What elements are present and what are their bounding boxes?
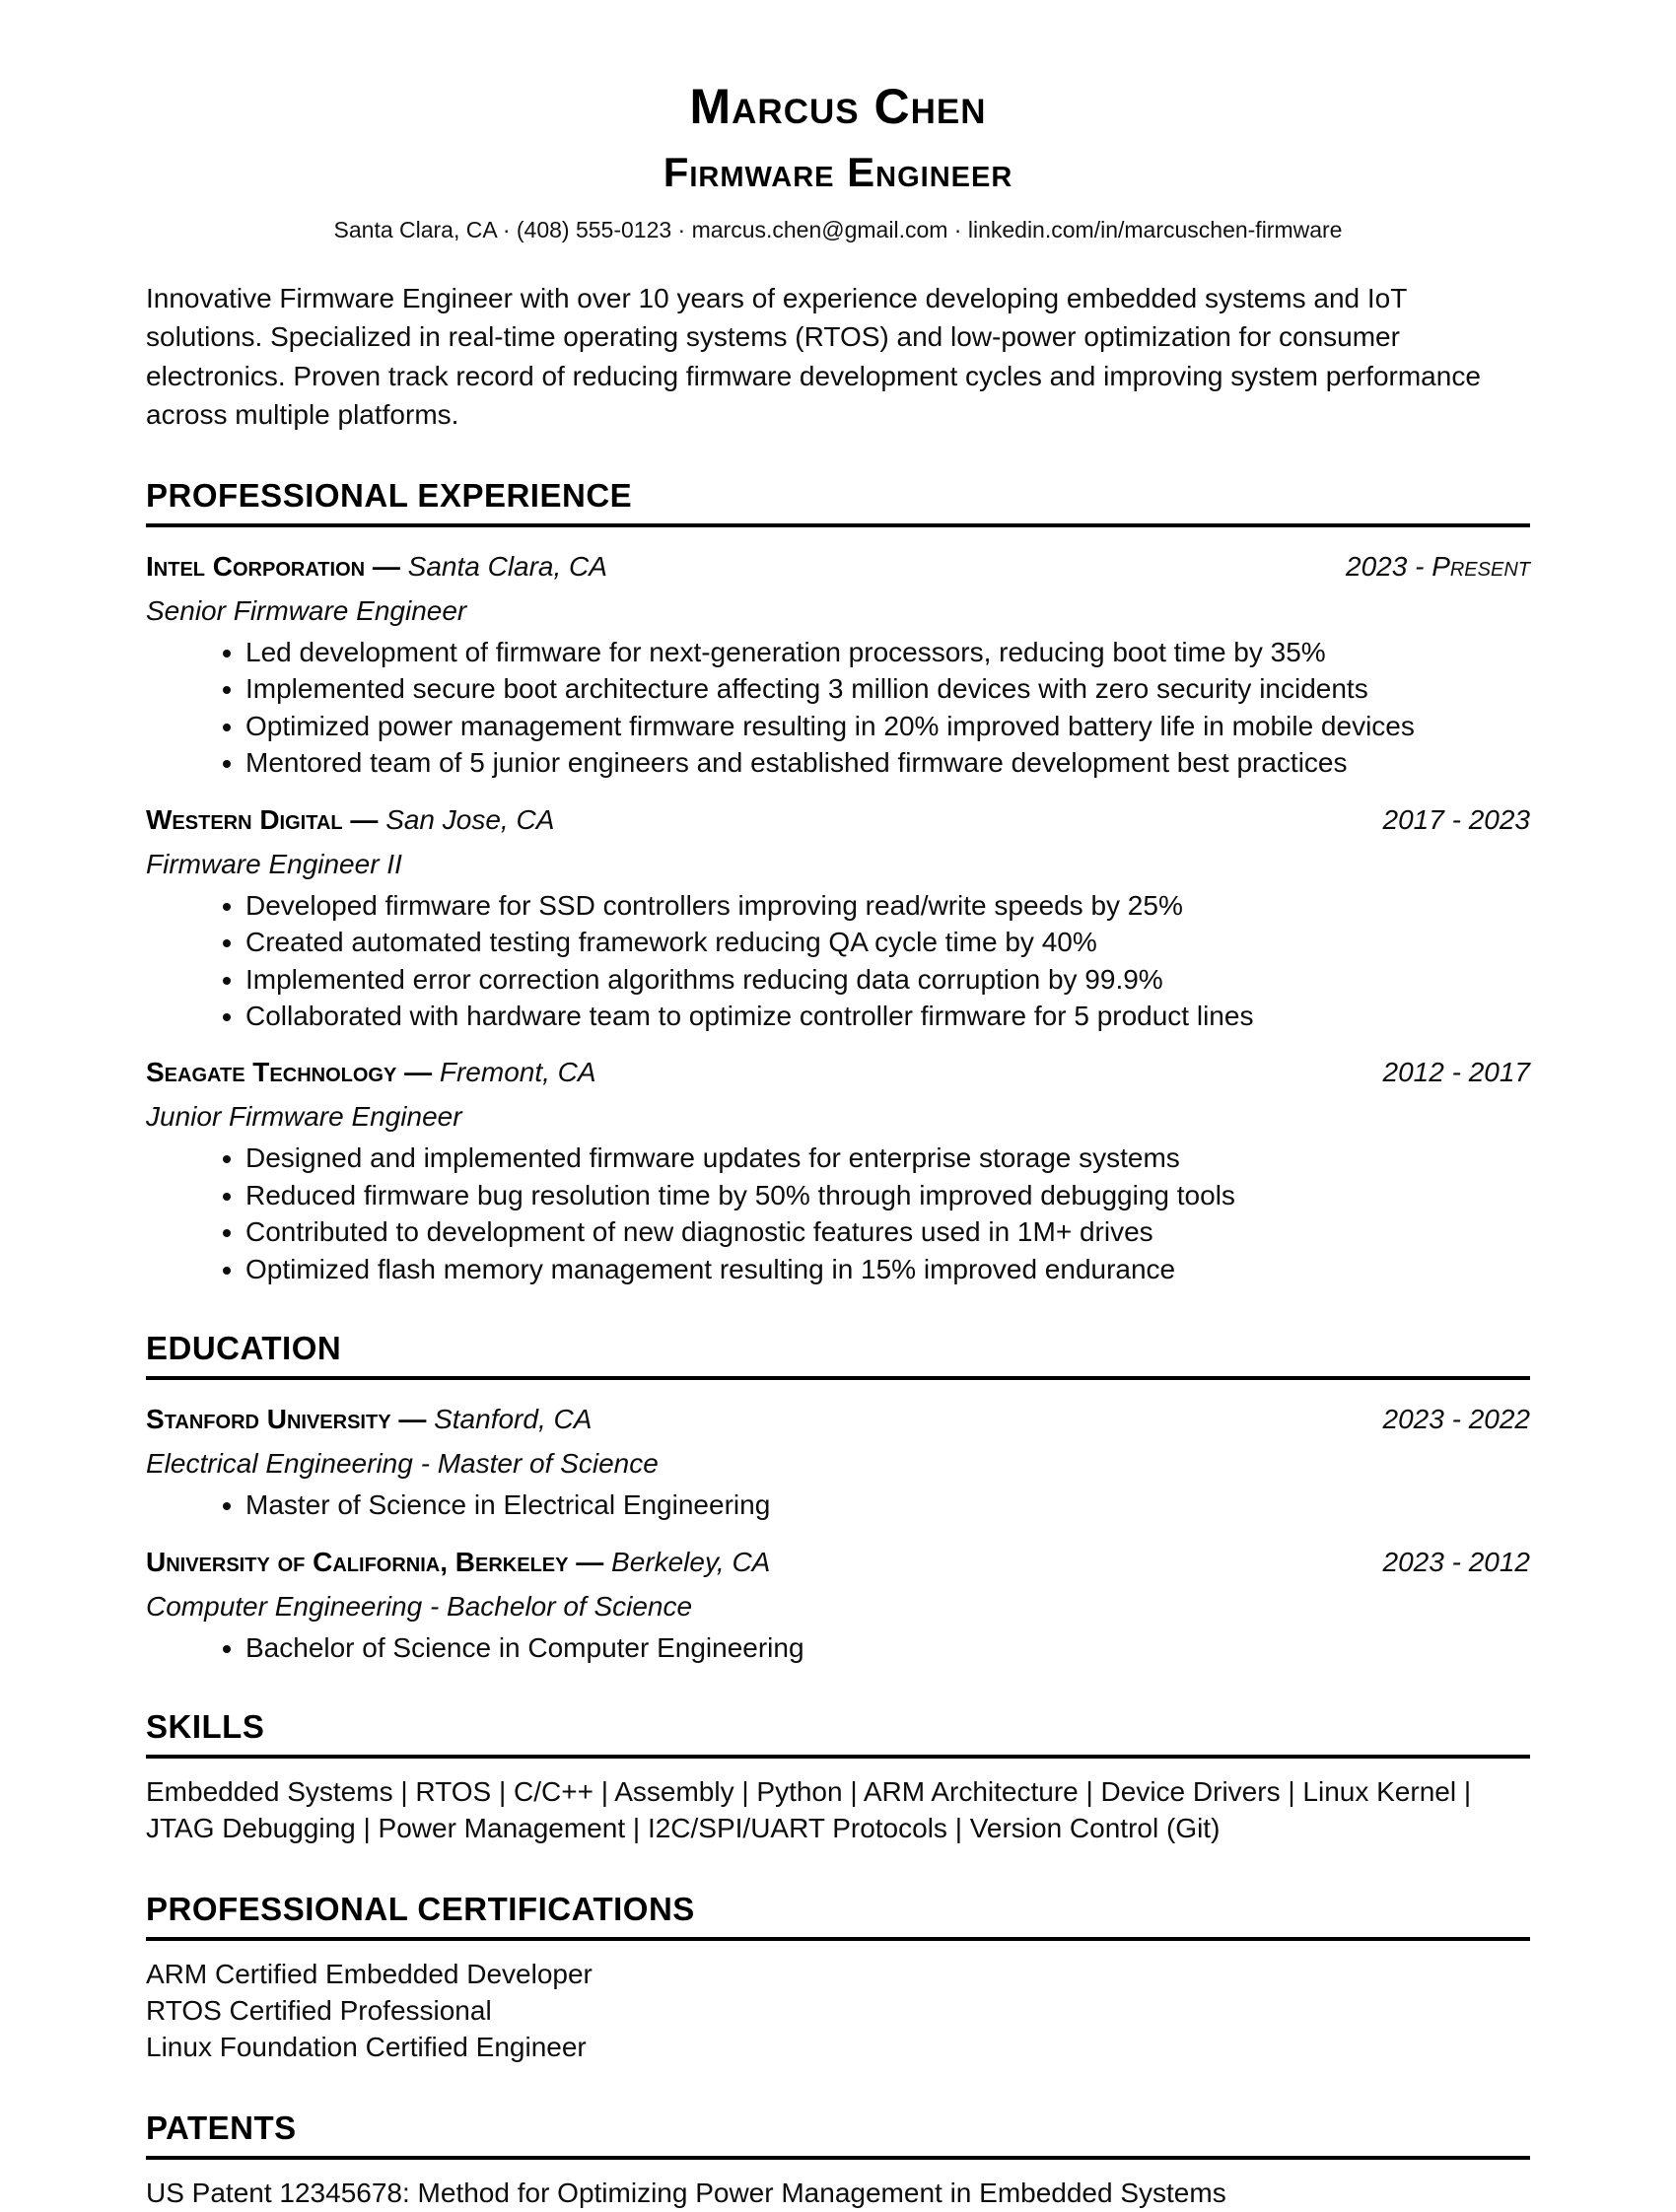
job-entry [146,1055,1530,1286]
certification-item: RTOS Certified Professional [146,1994,492,2026]
bullet-item: • Collaborated with hardware team to optimize controller firmware for 5 product lines [245,1000,1530,1033]
bullet-item: • Created automated testing framework reducing QA cycle time by 40% [245,926,1530,959]
section-patents [146,2109,1530,2212]
school-bullets [146,1488,1530,1522]
person-job-title: Firmware Engineer [663,149,1013,195]
school-name: University of California, Berkeley [146,1546,569,1577]
job-bullets [146,1141,1530,1286]
job-company-location [146,549,607,584]
school-program: Electrical Engineering - Master of Science [146,1448,659,1480]
bullet-item: • Mentored team of 5 junior engineers and established firmware development best practices [245,746,1530,780]
person-name: Marcus Chen [689,79,987,134]
section-certifications [146,1891,1530,2066]
patent-item: US Patent 12345678: Method for Optimizing Power Management in Embedded Systems [146,2177,1226,2208]
job-role: Firmware Engineer II [146,848,402,879]
job-dates: 2023 - Present [1346,550,1530,582]
school-name-location [146,1402,592,1436]
certifications-heading: PROFESSIONAL CERTIFICATIONS [146,1891,1530,1941]
bullet-item: • Developed firmware for SSD controllers improving read/write speeds by 25% [245,889,1530,923]
job-company: Intel Corporation [146,550,366,582]
patents-heading: PATENTS [146,2109,1530,2160]
bullet-item: • Optimized flash memory management resulting in 15% improved endurance [245,1253,1530,1286]
school-location: Stanford, CA [434,1404,593,1435]
school-name-location [146,1545,770,1579]
school-location: Berkeley, CA [611,1546,771,1577]
bullet-item: • Designed and implemented firmware updates for enterprise storage systems [245,1141,1530,1175]
dash-separator: — [404,1057,433,1088]
bullet-item: • Implemented error correction algorithms reducing data corruption by 99.9% [245,963,1530,997]
school-header-row [146,1402,1530,1436]
school-entry [146,1402,1530,1522]
job-entry [146,549,1530,781]
education-heading: EDUCATION [146,1330,1530,1380]
certifications-list [146,1957,1530,2066]
contact-line: Santa Clara, CA · (408) 555-0123 · marcus.chen@gmail.com · linkedin.com/in/marcuschen-firmware [333,217,1343,243]
job-dates: 2012 - 2017 [1382,1057,1530,1088]
bullet-item: • Bachelor of Science in Computer Engineering [245,1631,1530,1665]
experience-heading: PROFESSIONAL EXPERIENCE [146,477,1530,527]
job-dates: 2017 - 2023 [1382,803,1530,835]
job-role: Senior Firmware Engineer [146,594,467,626]
bullet-item: • Contributed to development of new diagnostic features used in 1M+ drives [245,1215,1530,1249]
certification-item: ARM Certified Embedded Developer [146,1958,593,1989]
job-company-location [146,1055,596,1089]
skills-heading: SKILLS [146,1708,1530,1759]
dash-separator: — [350,803,379,835]
job-company: Western Digital [146,803,343,835]
job-bullets [146,636,1530,781]
school-dates: 2023 - 2012 [1382,1546,1530,1577]
school-name: Stanford University [146,1404,391,1435]
job-entry [146,802,1530,1034]
job-company-location [146,802,554,837]
job-header-row [146,1055,1530,1089]
job-location: Santa Clara, CA [407,550,607,582]
job-bullets [146,889,1530,1034]
school-entry [146,1545,1530,1665]
summary-text: Innovative Firmware Engineer with over 10 years of experience developing embedded systems and IoT solutions. Specialized in real-time operating systems (RTOS) and low-power optimization for consumer electronics. Proven track record of reducing firmware development cycles and improving system performance across multiple platforms. [146,283,1481,430]
job-role: Junior Firmware Engineer [146,1101,462,1133]
job-header-row [146,802,1530,837]
bullet-item: • Reduced firmware bug resolution time by 50% through improved debugging tools [245,1179,1530,1212]
section-education [146,1330,1530,1665]
school-program: Computer Engineering - Bachelor of Science [146,1590,693,1622]
dash-separator: — [576,1546,604,1577]
job-location: San Jose, CA [385,803,555,835]
bullet-item: • Master of Science in Electrical Engineering [245,1488,1530,1522]
bullet-item: • Optimized power management firmware resulting in 20% improved battery life in mobile devices [245,710,1530,743]
skills-text: Embedded Systems | RTOS | C/C++ | Assembly | Python | ARM Architecture | Device Drivers | Linux Kernel | JTAG Debugging | Power Management | I2C/SPI/UART Protocols | Version Control (Git) [146,1776,1472,1844]
school-bullets [146,1631,1530,1665]
job-company: Seagate Technology [146,1057,397,1088]
school-header-row [146,1545,1530,1579]
certification-item: Linux Foundation Certified Engineer [146,2031,587,2062]
dash-separator: — [372,550,400,582]
bullet-item: • Led development of firmware for next-generation processors, reducing boot time by 35% [245,636,1530,669]
job-location: Fremont, CA [439,1057,596,1088]
school-dates: 2023 - 2022 [1382,1404,1530,1435]
patents-list [146,2176,1530,2212]
dash-separator: — [398,1404,427,1435]
section-skills [146,1708,1530,1847]
job-header-row [146,549,1530,584]
bullet-item: • Implemented secure boot architecture affecting 3 million devices with zero security incidents [245,672,1530,706]
section-experience [146,477,1530,1286]
